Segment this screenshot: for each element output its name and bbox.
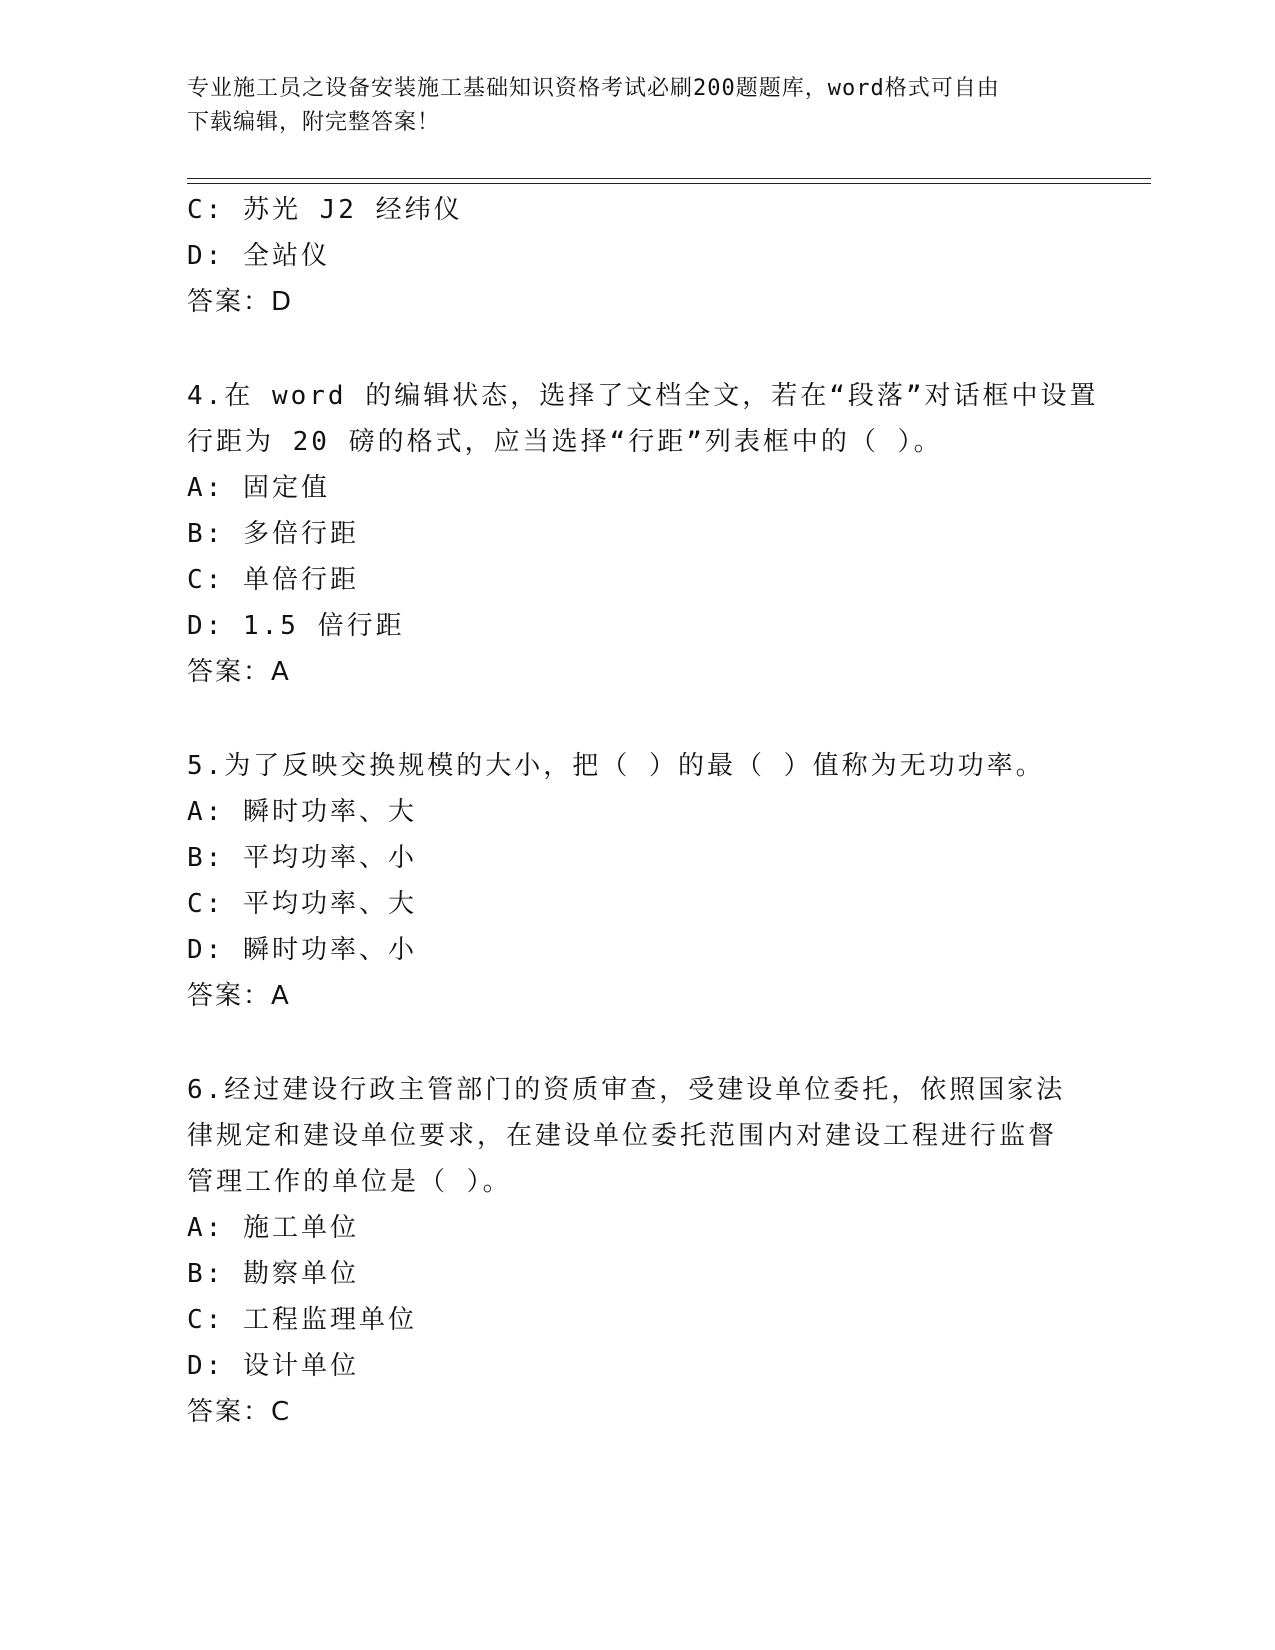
spacer bbox=[187, 325, 1117, 373]
option-a: A: 施工单位 bbox=[187, 1213, 359, 1243]
option-d: D: 全站仪 bbox=[187, 241, 330, 271]
spacer bbox=[187, 1019, 1117, 1067]
question-stem-line: 律规定和建设单位要求，在建设单位委托范围内对建设工程进行监督 bbox=[187, 1121, 1058, 1151]
option-c: C: 平均功率、大 bbox=[187, 889, 417, 919]
document-header bbox=[187, 72, 1087, 140]
option-d: D: 瞬时功率、小 bbox=[187, 935, 417, 965]
option-d: D: 1.5 倍行距 bbox=[187, 611, 405, 641]
question-stem-line: 管理工作的单位是（ ）。 bbox=[187, 1167, 512, 1197]
answer-line: 答案：D bbox=[187, 287, 294, 317]
answer-line: 答案：C bbox=[187, 1397, 292, 1427]
option-c: C: 苏光 J2 经纬仪 bbox=[187, 195, 463, 225]
header-divider-top bbox=[187, 178, 1151, 179]
header-divider-bottom bbox=[187, 183, 1151, 184]
option-a: A: 固定值 bbox=[187, 473, 330, 503]
option-b: B: 勘察单位 bbox=[187, 1259, 359, 1289]
header-line-1: 专业施工员之设备安装施工基础知识资格考试必刷200题题库，word格式可自由 bbox=[187, 76, 1000, 101]
option-b: B: 平均功率、小 bbox=[187, 843, 417, 873]
question-6 bbox=[187, 1067, 1117, 1435]
question-stem-line: 5.为了反映交换规模的大小，把（ ）的最（ ）值称为无功功率。 bbox=[187, 751, 1045, 781]
spacer bbox=[187, 695, 1117, 743]
document-body bbox=[187, 187, 1117, 1435]
option-c: C: 工程监理单位 bbox=[187, 1305, 417, 1335]
option-c: C: 单倍行距 bbox=[187, 565, 359, 595]
option-d: D: 设计单位 bbox=[187, 1351, 359, 1381]
question-5 bbox=[187, 743, 1117, 1019]
answer-line: 答案：A bbox=[187, 981, 291, 1011]
question-4 bbox=[187, 373, 1117, 695]
header-line-2: 下载编辑，附完整答案！ bbox=[187, 110, 441, 135]
question-stem-line: 4.在 word 的编辑状态，选择了文档全文，若在“段落”对话框中设置 bbox=[187, 381, 1099, 411]
question-stem-line: 6.经过建设行政主管部门的资质审查，受建设单位委托，依照国家法 bbox=[187, 1075, 1066, 1105]
question-3-tail bbox=[187, 187, 1117, 325]
question-stem-line: 行距为 20 磅的格式，应当选择“行距”列表框中的（ ）。 bbox=[187, 427, 943, 457]
answer-line: 答案：A bbox=[187, 657, 291, 687]
option-b: B: 多倍行距 bbox=[187, 519, 359, 549]
option-a: A: 瞬时功率、大 bbox=[187, 797, 417, 827]
